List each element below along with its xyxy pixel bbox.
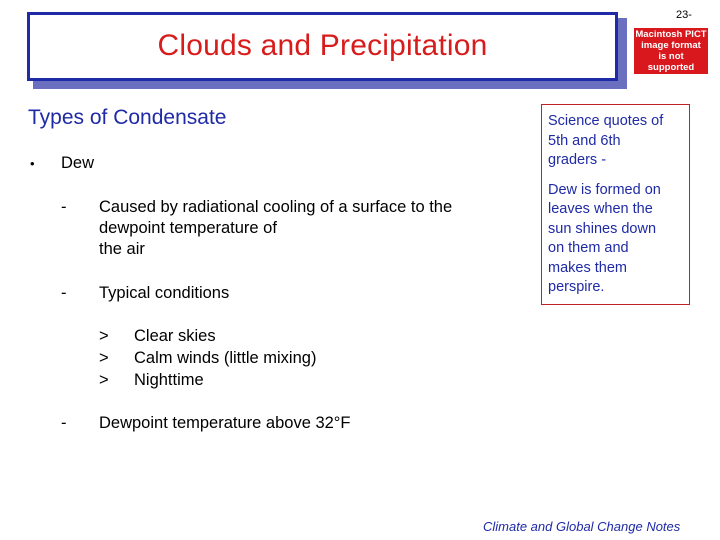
pict-line-1: Macintosh PICT	[635, 29, 707, 40]
dash-marker: -	[61, 414, 67, 432]
arrow-marker: >	[99, 349, 109, 367]
sub-bullet-cause	[99, 197, 452, 260]
quote-line: sun shines down	[548, 220, 657, 237]
quote-line: Dew is formed on	[548, 181, 661, 198]
quote-intro-line: Science quotes of	[548, 113, 664, 129]
sub-bullet-typical-conditions: Typical conditions	[99, 284, 230, 302]
slide-number: 23-	[676, 9, 692, 21]
quote-line: perspire.	[548, 279, 605, 295]
sub-bullet-cause-line: Caused by radiational cooling of a surface to the	[99, 198, 453, 216]
quote-line: leaves when the	[548, 201, 653, 217]
bullet-marker: •	[30, 156, 35, 171]
sub-bullet-cause-line: the air	[99, 240, 145, 258]
condition-clear-skies: Clear skies	[134, 327, 216, 345]
quote-intro-line: graders -	[548, 152, 607, 168]
pict-line-2: image format	[641, 40, 701, 51]
quote-line: makes them	[548, 259, 627, 276]
quote-text	[548, 181, 683, 298]
section-heading: Types of Condensate	[28, 106, 227, 129]
title-box	[27, 12, 618, 81]
footer-notes: Climate and Global Change Notes	[483, 519, 681, 534]
condition-nighttime: Nighttime	[134, 371, 204, 389]
bullet-dew: Dew	[61, 154, 95, 172]
quote-intro	[548, 112, 683, 171]
sub-bullet-cause-line: dewpoint temperature of	[99, 219, 277, 237]
dash-marker: -	[61, 284, 67, 302]
quote-line: on them and	[548, 240, 629, 256]
arrow-marker: >	[99, 371, 109, 389]
condition-calm-winds: Calm winds (little mixing)	[134, 349, 317, 367]
pict-image-placeholder	[634, 28, 708, 74]
science-quote-box	[541, 104, 690, 305]
sub-bullet-dewpoint: Dewpoint temperature above 32°F	[99, 414, 351, 432]
pict-line-3: is not supported	[647, 51, 695, 73]
quote-intro-line: 5th and 6th	[548, 132, 621, 149]
arrow-marker: >	[99, 327, 109, 345]
dash-marker: -	[61, 198, 67, 216]
slide-title: Clouds and Precipitation	[157, 29, 488, 62]
